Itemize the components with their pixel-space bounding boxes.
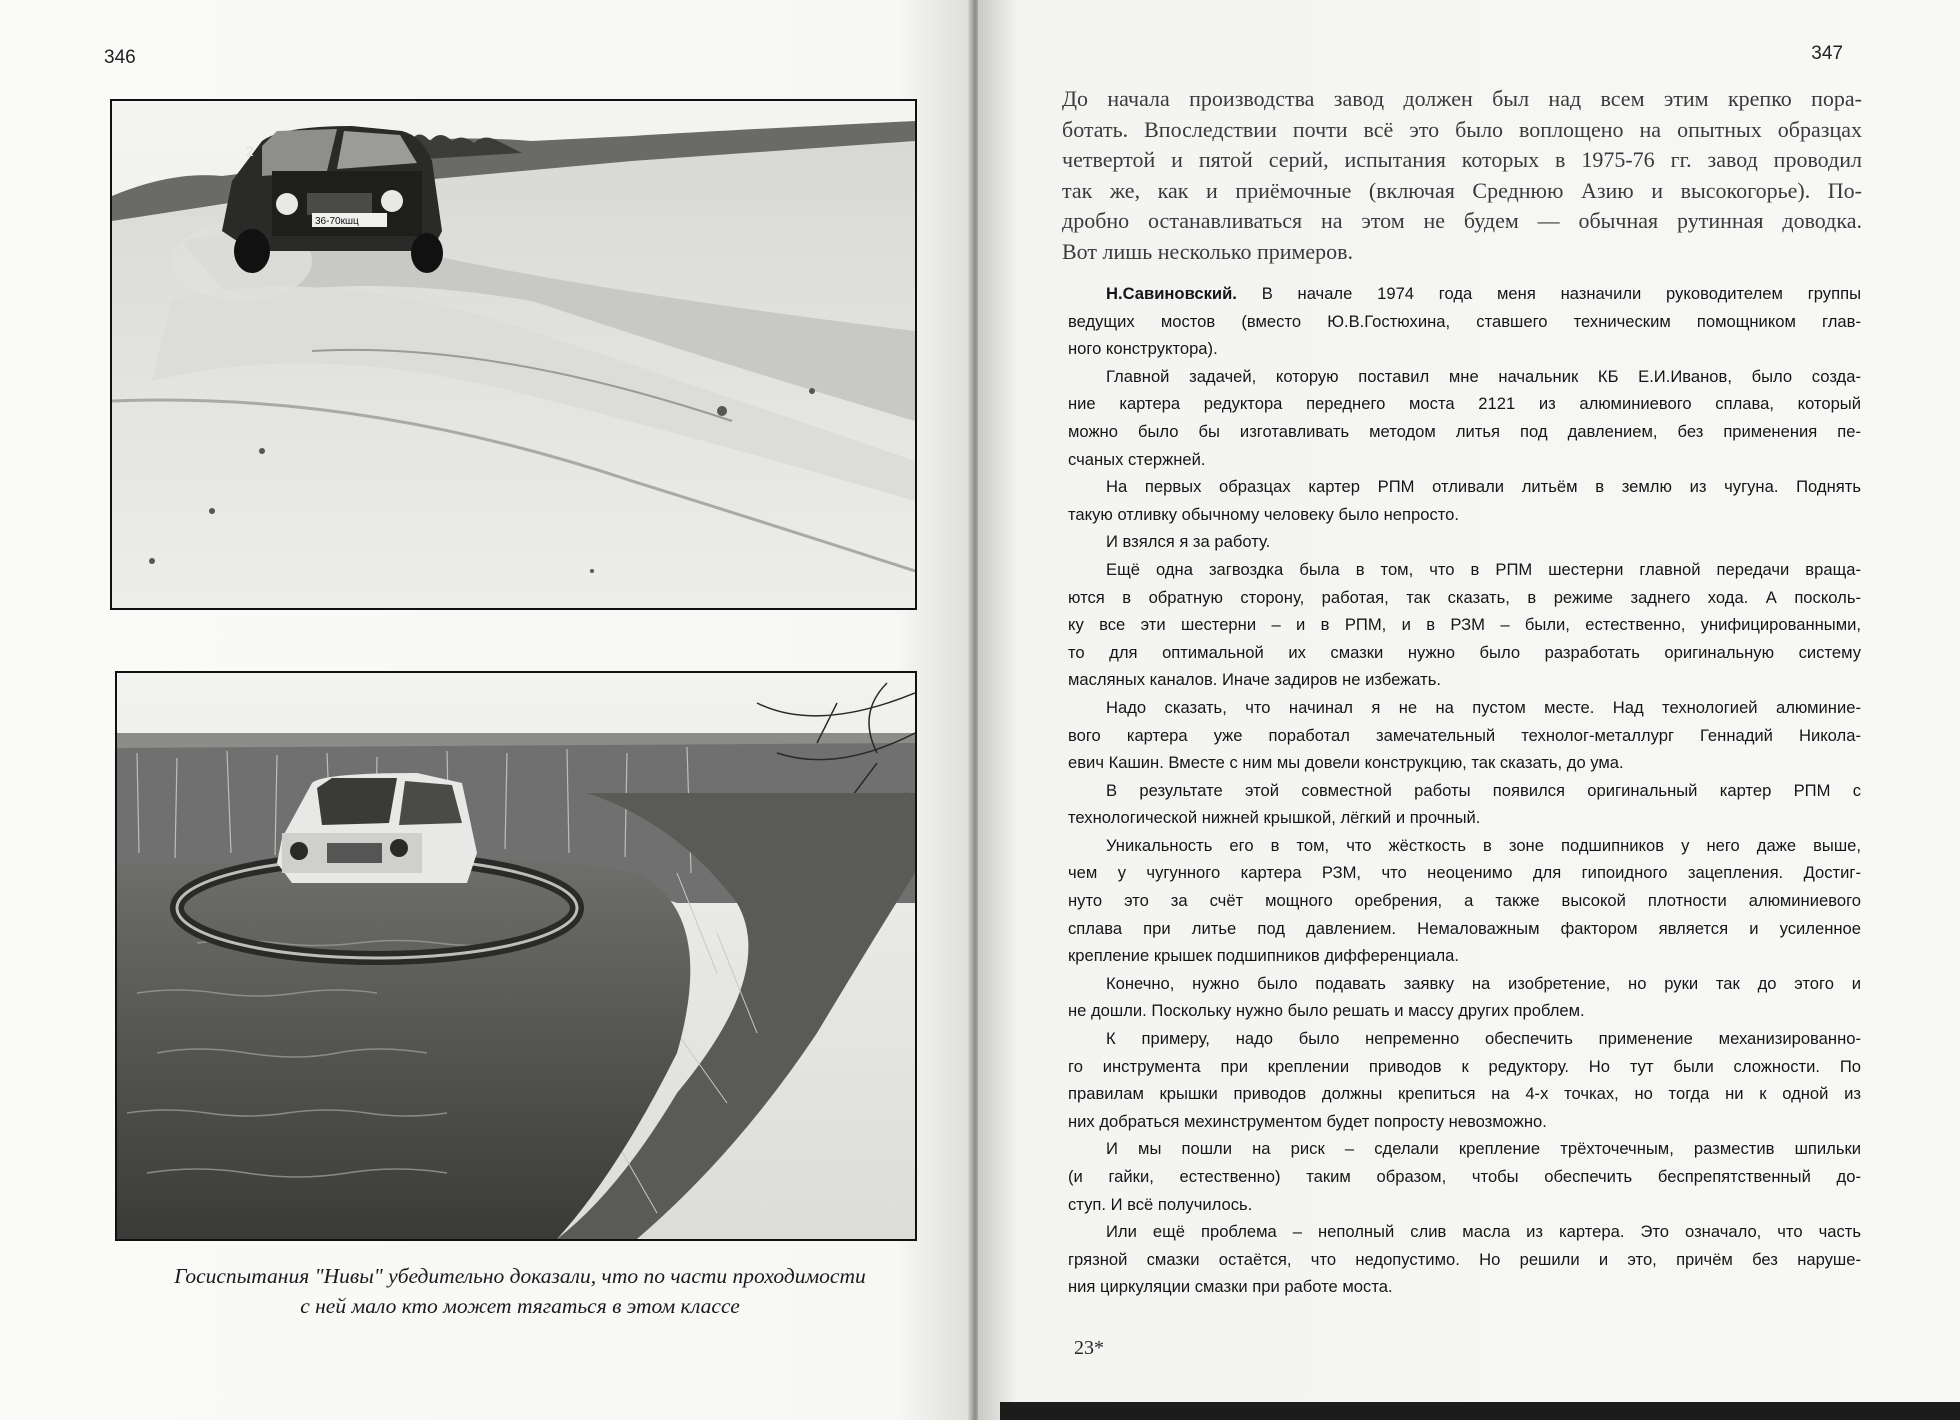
- license-plate: 36-70кшц: [315, 216, 359, 227]
- intro-paragraph: [1062, 84, 1862, 267]
- body-line: грязной смазки остаётся, что недопустимо. Но решили и это, причём без наруше-: [1068, 1249, 1861, 1269]
- caption-line-1: Госиспытания "Нивы" убедительно доказали, что по части проходимости: [174, 1264, 866, 1288]
- body-line: И мы пошли на риск – сделали крепление трёхточечным, разместив шпильки: [1106, 1139, 1861, 1159]
- body-line: Конечно, нужно было подавать заявку на изобретение, но руки так до этого и: [1106, 973, 1861, 993]
- body-line: На первых образцах картер РПМ отливали литьём в землю из чугуна. Поднять: [1106, 477, 1861, 497]
- body-line: ния циркуляции смазки при работе моста.: [1068, 1277, 1393, 1297]
- body-line: К примеру, надо было непременно обеспечить применение механизированно-: [1106, 1029, 1861, 1049]
- body-line: евич Кашин. Вместе с ним мы довели конструкцию, так сказать, до ума.: [1068, 753, 1624, 773]
- body-line: ются в обратную сторону, работая, так сказать, в режиме заднего хода. А посколь-: [1068, 587, 1861, 607]
- body-line: сплава при литье под давлением. Немаловажным фактором является и усиленное: [1068, 918, 1861, 938]
- body-line: правилам крышки приводов должны крепиться на 4-х точках, но тогда ни к одной из: [1068, 1084, 1861, 1104]
- body-line: ние картера редуктора переднего моста 2121 из алюминиевого сплава, который: [1068, 394, 1861, 414]
- intro-line: До начала производства завод должен был над всем этим крепко пора-: [1062, 86, 1862, 111]
- body-line: технологической нижней крышкой, лёгкий и прочный.: [1068, 808, 1481, 828]
- interview-text: [1068, 280, 1861, 1301]
- photo-car-on-sand-road: [110, 99, 917, 610]
- body-line: вого картера уже поработал замечательный технолог-металлург Геннадий Никола-: [1068, 725, 1861, 745]
- body-line: Главной задачей, которую поставил мне начальник КБ Е.И.Иванов, было созда-: [1106, 366, 1861, 386]
- body-line: не дошли. Поскольку нужно было решать и массу других проблем.: [1068, 1001, 1585, 1021]
- body-line: то для оптимальной их смазки нужно было разработать оригинальную систему: [1068, 642, 1861, 662]
- body-line: такую отливку обычному человеку было непросто.: [1068, 504, 1460, 524]
- body-line: ступ. И всё получилось.: [1068, 1194, 1253, 1214]
- caption-line-2: с ней мало кто может тягаться в этом классе: [300, 1294, 740, 1318]
- body-line: можно было бы изготавливать методом литья под давлением, без применения пе-: [1068, 421, 1861, 441]
- signature-mark: 23*: [1074, 1337, 1104, 1359]
- scan-edge: [1000, 1402, 1960, 1420]
- body-line: счаных стержней.: [1068, 449, 1206, 469]
- intro-line: Вот лишь несколько примеров.: [1062, 238, 1354, 264]
- page-number-right: 347: [1811, 43, 1843, 64]
- body-line: И взялся я за работу.: [1106, 532, 1271, 552]
- body-line: ведущих мостов (вместо Ю.В.Гостюхина, ставшего техническим помощником глав-: [1068, 311, 1861, 331]
- body-line: крепление крышек подшипников дифференциала.: [1068, 946, 1459, 966]
- body-line: них добраться мехинструментом будет попросту невозможно.: [1068, 1111, 1547, 1131]
- left-page: [0, 0, 975, 1420]
- body-line: Ещё одна загвоздка была в том, что в РПМ шестерни главной передачи враща-: [1106, 559, 1861, 579]
- body-line: Надо сказать, что начинал я не на пустом месте. Над технологией алюминие-: [1106, 697, 1861, 717]
- photo-car-crossing-water: [115, 671, 917, 1241]
- body-line: [1068, 280, 1861, 308]
- intro-line: дробно останавливаться на этом не будем — обычная рутинная доводка.: [1062, 208, 1862, 233]
- body-line: го инструмента при креплении приводов к редуктору. Но тут были сложности. По: [1068, 1056, 1861, 1076]
- body-line: Или ещё проблема – неполный слив масла из картера. Это означало, что часть: [1106, 1222, 1861, 1242]
- body-line: чем у чугунного картера РЗМ, что неоценимо для гипоидного зацепления. Достиг-: [1068, 863, 1861, 883]
- door-number: 2: [246, 143, 254, 159]
- intro-line: четвертой и пятой серий, испытания которых в 1975-76 гг. завод проводил: [1062, 147, 1862, 172]
- body-line: Уникальность его в том, что жёсткость в зоне подшипников у него даже выше,: [1106, 835, 1861, 855]
- page-number-left: 346: [104, 47, 136, 68]
- body-line: ного конструктора).: [1068, 339, 1218, 359]
- body-line: ку все эти шестерни – и в РПМ, и в РЗМ – были, естественно, унифицированными,: [1068, 615, 1861, 635]
- body-line: нуто это за счёт мощного оребрения, а также высокой плотности алюминиевого: [1068, 891, 1861, 911]
- body-line: масляных каналов. Иначе задиров не избежать.: [1068, 670, 1441, 690]
- intro-line: ботать. Впоследствии почти всё это было воплощено на опытных образцах: [1062, 116, 1862, 142]
- photo-caption: [110, 1261, 930, 1321]
- body-line: В результате этой совместной работы появился оригинальный картер РПМ с: [1106, 780, 1861, 800]
- body-line-text: В начале 1974 года меня назначили руководителем группы: [1261, 284, 1861, 303]
- body-line: (и гайки, естественно) таким образом, чтобы обеспечить беспрепятственный до-: [1068, 1167, 1861, 1186]
- speaker-name: Н.Савиновский.: [1106, 284, 1237, 303]
- intro-line: так же, как и приёмочные (включая Среднюю Азию и высокогорье). По-: [1062, 177, 1862, 203]
